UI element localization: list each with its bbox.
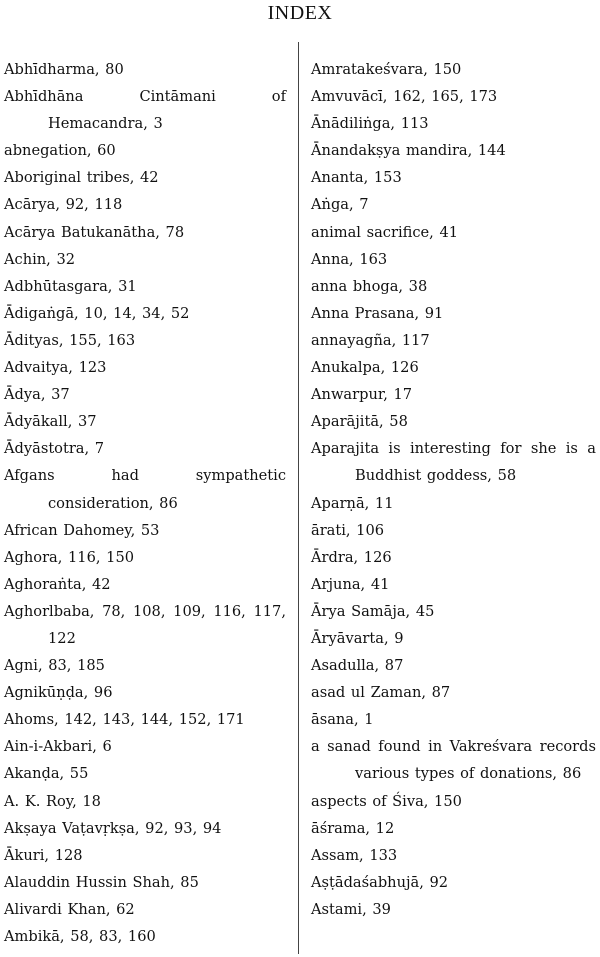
page-title: INDEX [267, 2, 333, 24]
index-entry: Acārya, 92, 118 [4, 196, 123, 214]
index-entry: Ākuri, 128 [4, 846, 83, 864]
index-entry: Arjuna, 41 [311, 575, 390, 593]
index-entry: Acārya Batukanātha, 78 [4, 223, 185, 241]
index-entry: Advaitya, 123 [4, 359, 107, 377]
index-entry: Ādityas, 155, 163 [4, 331, 136, 349]
index-entry: anna bhoga, 38 [311, 277, 428, 295]
index-entry: Abhīdhāna Cintāmani of Hemacandra, 3 [4, 88, 286, 133]
index-entry: Akanḍa, 55 [4, 765, 89, 783]
index-entry: Aghoraṅta, 42 [4, 575, 111, 593]
index-entry: Akṣaya Vaṭavṛkṣa, 92, 93, 94 [4, 819, 222, 837]
index-entry: abnegation, 60 [4, 142, 116, 160]
index-entry: Ānandakṣya mandira, 144 [311, 142, 506, 160]
index-entry: aspects of Śiva, 150 [311, 792, 462, 810]
index-entry: Ārdra, 126 [311, 548, 392, 566]
index-entry: Ambikā, 58, 83, 160 [4, 928, 156, 945]
index-entry: āsana, 1 [311, 711, 374, 729]
index-entry: Adbhūtasgara, 31 [4, 277, 137, 295]
index-entry: āśrama, 12 [311, 819, 395, 837]
index-entry: ārati, 106 [311, 521, 385, 539]
index-entry: Alauddin Hussin Shah, 85 [4, 873, 199, 891]
index-entry: Āryāvarta, 9 [311, 629, 404, 647]
index-entry: Amvuvācī, 162, 165, 173 [311, 88, 498, 106]
index-entry: Agni, 83, 185 [4, 657, 105, 675]
index-entry: Anwarpur, 17 [311, 386, 413, 404]
index-entry: Aṅga, 7 [311, 196, 369, 214]
index-entry: a sanad found in Vakreśvara records various types of donations, 86 [311, 738, 596, 783]
index-entry: Agnikūṇḍa, 96 [4, 684, 113, 702]
index-entry: Anna Prasana, 91 [311, 304, 444, 322]
index-entry: Ādyāstotra, 7 [4, 440, 105, 458]
index-entry: Anna, 163 [311, 250, 388, 268]
index-entry: annayagña, 117 [311, 331, 430, 349]
index-entry: Asadulla, 87 [311, 657, 404, 675]
index-entry: Afgans had sympathetic consideration, 86 [4, 467, 286, 512]
index-entry: Ādigaṅgā, 10, 14, 34, 52 [4, 304, 190, 322]
index-entry: Aparajita is interesting for she is a Buddhist goddess, 58 [311, 440, 596, 485]
index-column-right [311, 56, 596, 923]
index-entry: Ahoms, 142, 143, 144, 152, 171 [4, 711, 245, 729]
index-entry: Astami, 39 [311, 900, 391, 918]
index-entry: African Dahomey, 53 [4, 521, 160, 539]
index-entry: Ādyākall, 37 [4, 413, 97, 431]
index-entry: animal sacrifice, 41 [311, 223, 459, 241]
index-entry: Achin, 32 [4, 250, 76, 268]
index-entry: Aṣṭādaśabhujā, 92 [311, 873, 449, 891]
index-entry: Ānādiliṅga, 113 [311, 115, 429, 133]
index-entry: Alivardi Khan, 62 [4, 900, 135, 918]
index-entry: Aghorlbaba, 78, 108, 109, 116, 117, 122 [4, 602, 286, 647]
index-entry: Ādya, 37 [4, 386, 70, 404]
index-entry: Ārya Samāja, 45 [311, 602, 435, 620]
index-entry: Aboriginal tribes, 42 [4, 169, 159, 187]
index-entry: Ananta, 153 [311, 169, 402, 187]
column-divider [298, 42, 299, 954]
index-entry: Ain-i-Akbari, 6 [4, 738, 112, 756]
index-entry: Aparājitā, 58 [311, 413, 408, 431]
index-entry: Amratakeśvara, 150 [311, 61, 462, 78]
index-entry: A. K. Roy, 18 [4, 792, 101, 810]
index-entry: Aghora, 116, 150 [4, 548, 135, 566]
index-entry: Abhīdharma, 80 [4, 61, 124, 78]
index-entry: Aparṇā, 11 [311, 494, 394, 512]
index-entry: asad ul Zaman, 87 [311, 684, 451, 702]
index-column-left [4, 56, 286, 950]
index-entry: Anukalpa, 126 [311, 359, 419, 377]
index-entry: Assam, 133 [311, 846, 398, 864]
